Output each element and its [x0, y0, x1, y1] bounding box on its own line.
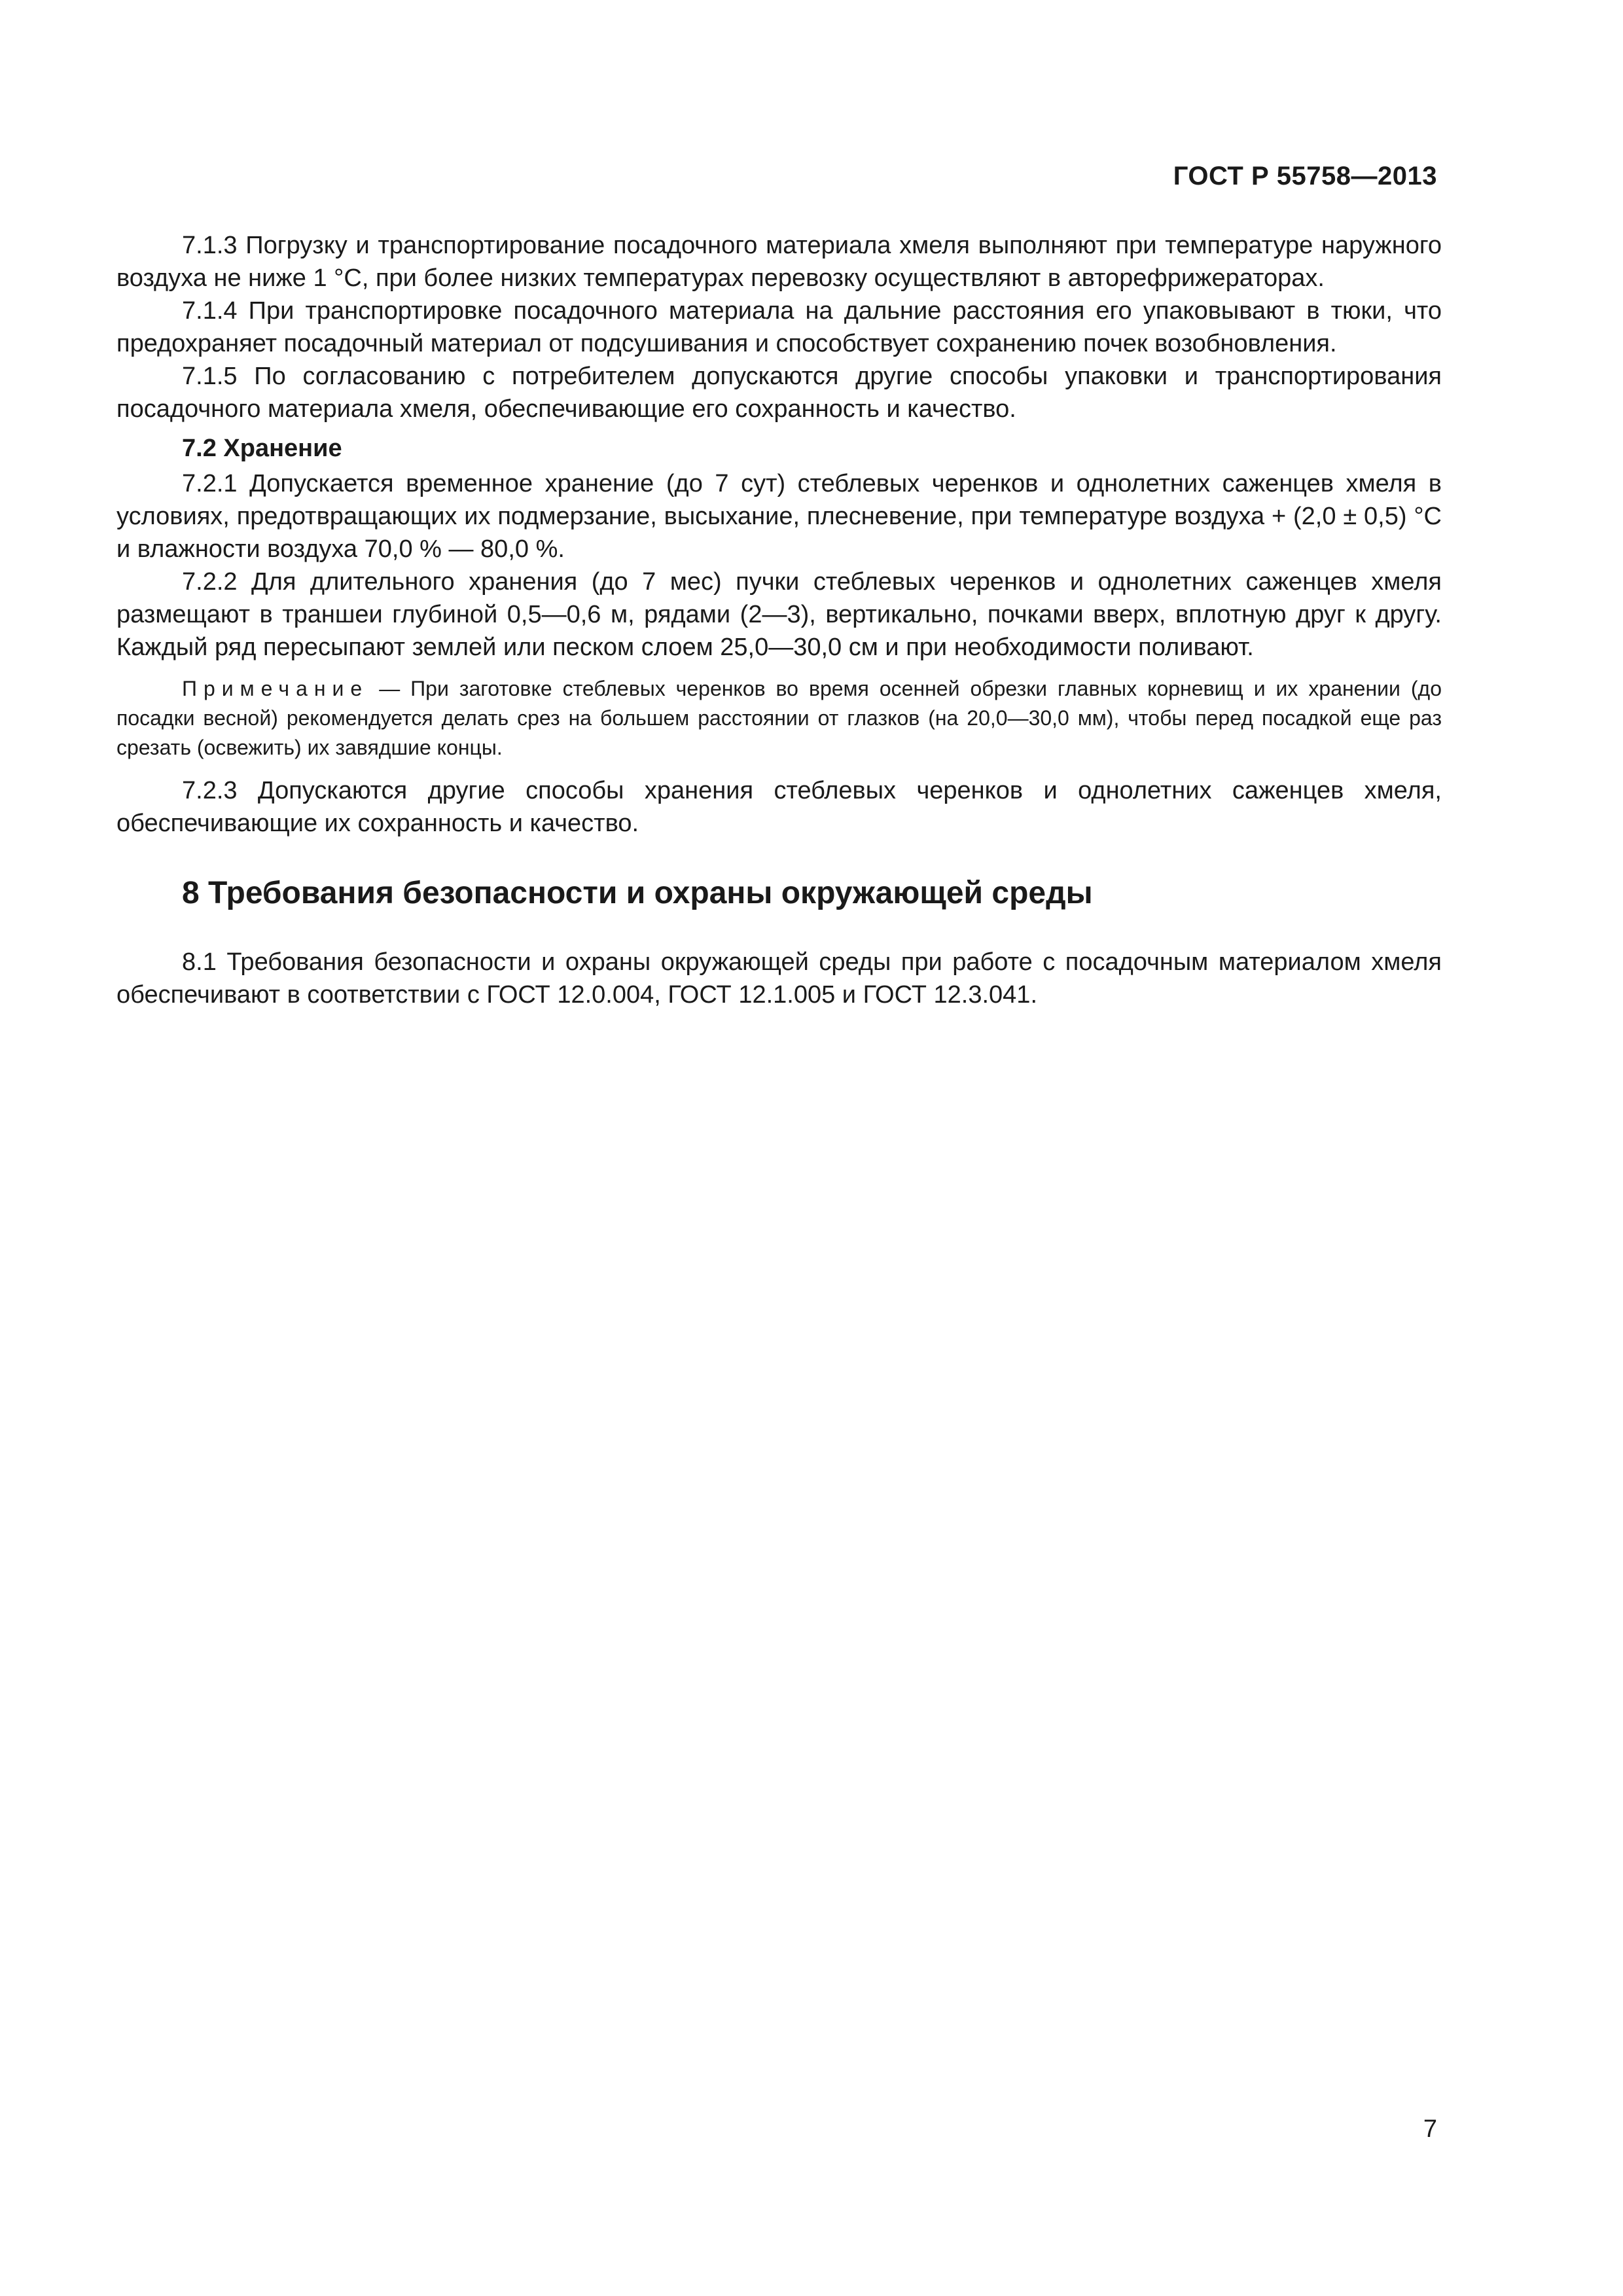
note-label: Примечание: [182, 677, 369, 700]
clause-8-1: 8.1 Требования безопасности и охраны окружающей среды при работе с посадочным материалом хмеля обеспечивают в соответствии с ГОСТ 12.0.004, ГОСТ 12.1.005 и ГОСТ 12.3.041.: [116, 948, 1442, 1009]
clause-7-1-5: 7.1.5 По согласованию с потребителем допускаются другие способы упаковки и транспортирования посадочного материала хмеля, обеспечивающие его сохранность и качество.: [116, 363, 1442, 423]
clause-7-2-2: 7.2.2 Для длительного хранения (до 7 мес) пучки стеблевых черенков и однолетних саженцев хмеля размещают в траншеи глубиной 0,5—0,6 м, рядами (2—3), вертикально, почками вверх, вплотную друг к другу. Каждый ряд пересыпают землей или песком слоем 25,0—30,0 см и при необходимости поливают.: [116, 568, 1442, 661]
note-text: — При заготовке стеблевых черенков во время осенней обрезки главных корневищ и их хранении (до посадки весной) рекомендуется делать срез на большем расстоянии от глазков (на 20,0—30,0 мм), чтобы перед посадкой еще раз срезать (освежить) их завядшие концы.: [116, 677, 1442, 759]
note: [116, 674, 1442, 762]
clause-7-1-4: 7.1.4 При транспортировке посадочного материала на дальние расстояния его упаковывают в тюки, что предохраняет посадочный материал от подсушивания и способствует сохранению почек возобновления.: [116, 297, 1442, 357]
section-8-title: 8 Требования безопасности и охраны окружающей среды: [182, 876, 1093, 910]
subsection-heading-storage: 7.2 Хранение: [182, 435, 342, 462]
document-code: ГОСТ Р 55758—2013: [1173, 162, 1437, 190]
clause-7-2-3: 7.2.3 Допускаются другие способы хранения стеблевых черенков и однолетних саженцев хмеля, обеспечивающие их сохранность и качество.: [116, 777, 1442, 837]
page-number: 7: [1423, 2115, 1437, 2143]
page-content: [116, 229, 1442, 1011]
clause-7-1-3: 7.1.3 Погрузку и транспортирование посадочного материала хмеля выполняют при температуре наружного воздуха не ниже 1 °С, при более низких температурах перевозку осуществляют в авторефрижераторах.: [116, 232, 1442, 292]
clause-7-2-1: 7.2.1 Допускается временное хранение (до 7 сут) стеблевых черенков и однолетних саженцев хмеля в условиях, предотвращающих их подмерзание, высыхание, плесневение, при температуре воздуха + (2,0 ± 0,5) °С и влажности воздуха 70,0 % — 80,0 %.: [116, 470, 1442, 563]
